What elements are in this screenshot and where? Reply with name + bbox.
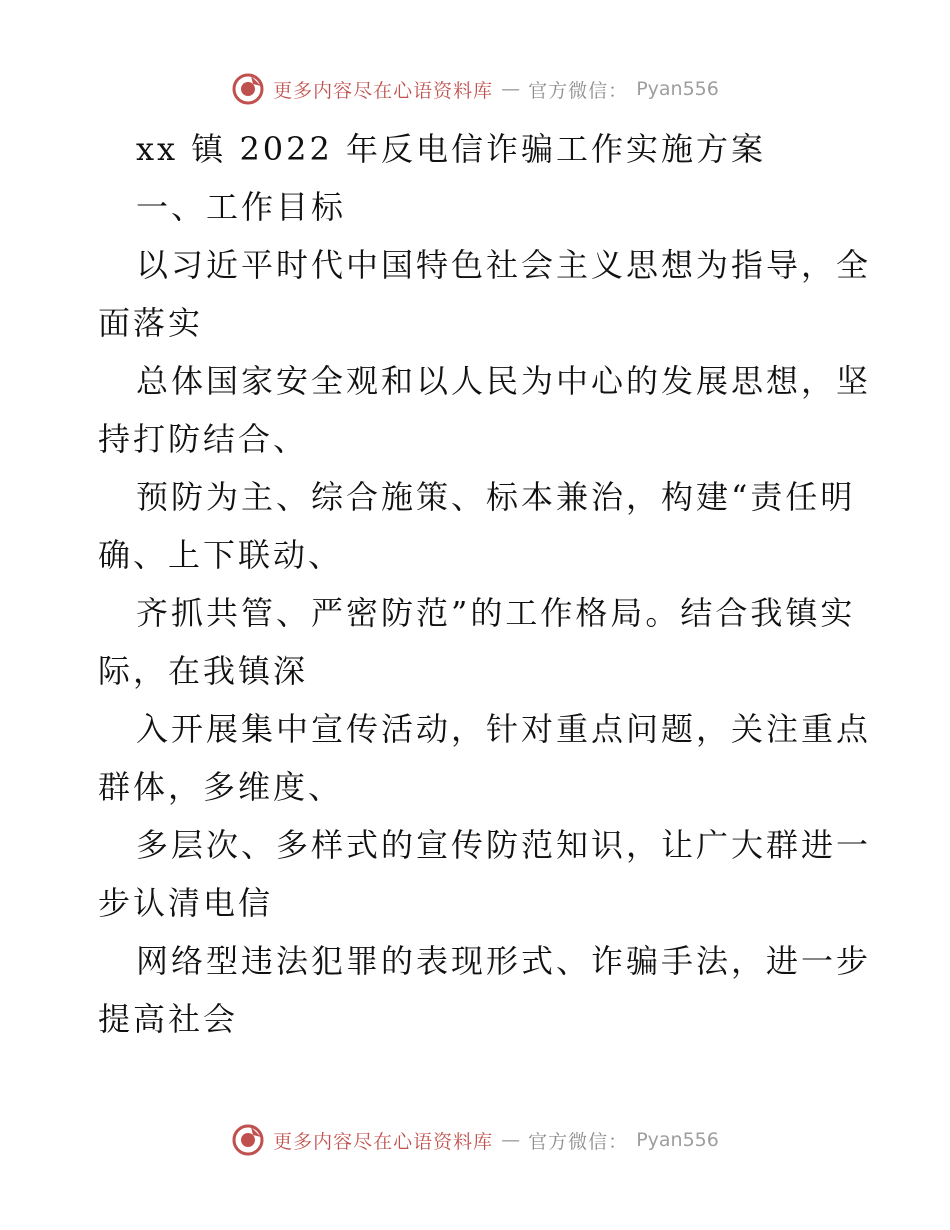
brand-logo-icon <box>231 1123 265 1157</box>
watermark-separator: — <box>501 78 521 100</box>
paragraph-line: 总体国家安全观和以人民为中心的发展思想，坚 <box>136 362 872 400</box>
watermark-separator: — <box>501 1129 521 1151</box>
footer-watermark <box>0 1123 950 1157</box>
paragraph-line: 际，在我镇深 <box>98 652 309 690</box>
paragraph-line: 面落实 <box>98 304 204 342</box>
paragraph-line: 齐抓共管、严密防范”的工作格局。结合我镇实 <box>136 594 856 632</box>
watermark-brand: 更多内容尽在心语资料库 <box>273 79 494 102</box>
paragraph-line: 以习近平时代中国特色社会主义思想为指导，全 <box>136 246 872 284</box>
paragraph-line: 持打防结合、 <box>98 420 309 458</box>
brand-logo-icon <box>231 72 265 106</box>
document-title: xx 镇 2022 年反电信诈骗工作实施方案 <box>136 130 767 168</box>
section-heading: 一、工作目标 <box>136 188 347 226</box>
paragraph-line: 群体，多维度、 <box>98 768 344 806</box>
watermark-label: 官方微信： <box>528 1130 629 1153</box>
paragraph-line: 提高社会 <box>98 1000 239 1038</box>
paragraph-line: 确、上下联动、 <box>98 536 344 574</box>
paragraph-line: 预防为主、综合施策、标本兼治，构建“责任明 <box>136 478 856 516</box>
paragraph-line: 多层次、多样式的宣传防范知识，让广大群进一 <box>136 826 872 864</box>
header-watermark <box>0 72 950 106</box>
paragraph-line: 网络型违法犯罪的表现形式、诈骗手法，进一步 <box>136 942 872 980</box>
watermark-brand: 更多内容尽在心语资料库 <box>273 1130 494 1153</box>
watermark-id: Pyan556 <box>636 1129 719 1151</box>
watermark-id: Pyan556 <box>636 78 719 100</box>
watermark-label: 官方微信： <box>528 79 629 102</box>
paragraph-line: 步认清电信 <box>98 884 274 922</box>
paragraph-line: 入开展集中宣传活动，针对重点问题，关注重点 <box>136 710 872 748</box>
document-body <box>98 120 872 1048</box>
